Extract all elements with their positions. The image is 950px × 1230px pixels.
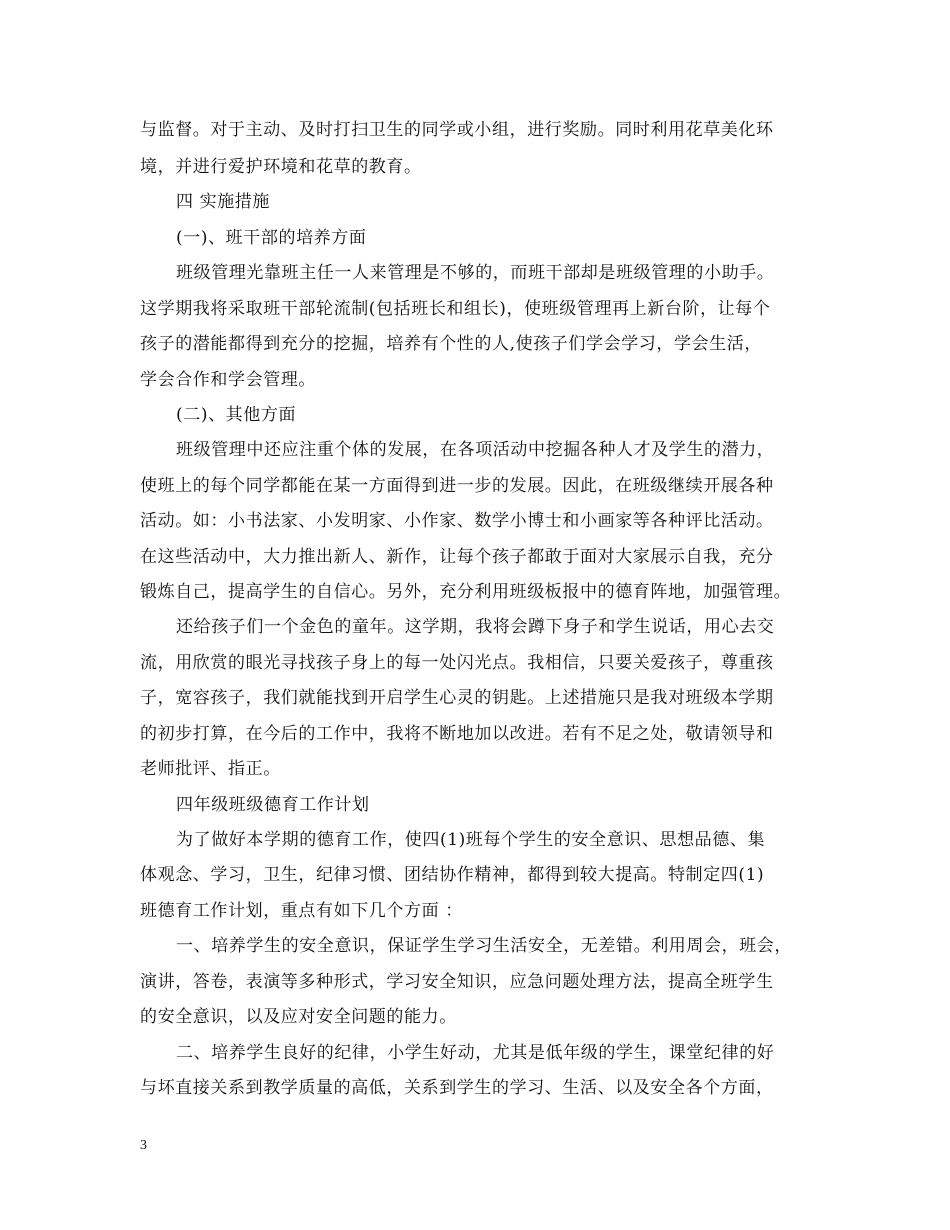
text-line: 流，用欣赏的眼光寻找孩子身上的每一处闪光点。我相信，只要关爱孩子，尊重孩 [140,653,774,673]
text-line: 还给孩子们一个金色的童年。这学期，我将会蹲下身子和学生说话，用心去交 [176,617,775,637]
text-line: 锻炼自己，提高学生的自信心。另外，充分利用班级板报中的德育阵地，加强管理。 [140,582,792,602]
text-line: 境，并进行爱护环境和花草的教育。 [140,157,422,177]
text-line: 的初步打算，在今后的工作中，我将不断地加以改进。若有不足之处，敬请领导和 [140,724,774,744]
text-line: 演讲，答卷，表演等多种形式，学习安全知识，应急问题处理方法，提高全班学生 [140,972,774,992]
text-line: 二、培养学生良好的纪律，小学生好动，尤其是低年级的学生，课堂纪律的好 [176,1043,775,1063]
text-line: 体观念、学习，卫生，纪律习惯、团结协作精神，都得到较大提高。特制定四(1) [140,865,765,885]
text-line: 活动。如：小书法家、小发明家、小作家、数学小博士和小画家等各种评比活动。 [140,511,774,531]
section-title: 四年级班级德育工作计划 [176,795,370,815]
text-line: 与监督。对于主动、及时打扫卫生的同学或小组，进行奖励。同时利用花草美化环 [140,120,774,140]
section-heading: 四 实施措施 [176,192,271,212]
text-line: 这学期我将采取班干部轮流制(包括班长和组长)，使班级管理再上新台阶，让每个 [140,299,771,319]
text-line: 孩子的潜能都得到充分的挖掘，培养有个性的人,使孩子们学会学习，学会生活， [140,334,763,354]
text-line: 为了做好本学期的德育工作，使四(1)班每个学生的安全意识、思想品德、集 [176,830,766,850]
text-line: 老师批评、指正。 [140,759,281,779]
subsection-heading: (一)、班干部的培养方面 [176,228,367,248]
text-line: 使班上的每个同学都能在某一方面得到进一步的发展。因此，在班级继续开展各种 [140,476,774,496]
page-number: 3 [140,1138,147,1153]
text-line: 在这些活动中，大力推出新人、新作，让每个孩子都敢于面对大家展示自我，充分 [140,547,774,567]
text-line: 班级管理中还应注重个体的发展，在各项活动中挖掘各种人才及学生的潜力， [176,440,775,460]
text-line: 班德育工作计划，重点有如下几个方面 ： [140,901,463,921]
text-line: 的安全意识，以及应对安全问题的能力。 [140,1007,457,1027]
text-line: 学会合作和学会管理。 [140,370,316,390]
text-line: 班级管理光靠班主任一人来管理是不够的，而班干部却是班级管理的小助手。 [176,263,775,283]
text-line: 子，宽容孩子，我们就能找到开启学生心灵的钥匙。上述措施只是我对班级本学期 [140,688,774,708]
subsection-heading: (二)、其他方面 [176,405,297,425]
text-line: 与坏直接关系到教学质量的高低，关系到学生的学习、生活、以及安全各个方面， [140,1078,774,1098]
text-line: 一、培养学生的安全意识，保证学生学习生活安全，无差错。利用周会，班会， [176,936,792,956]
